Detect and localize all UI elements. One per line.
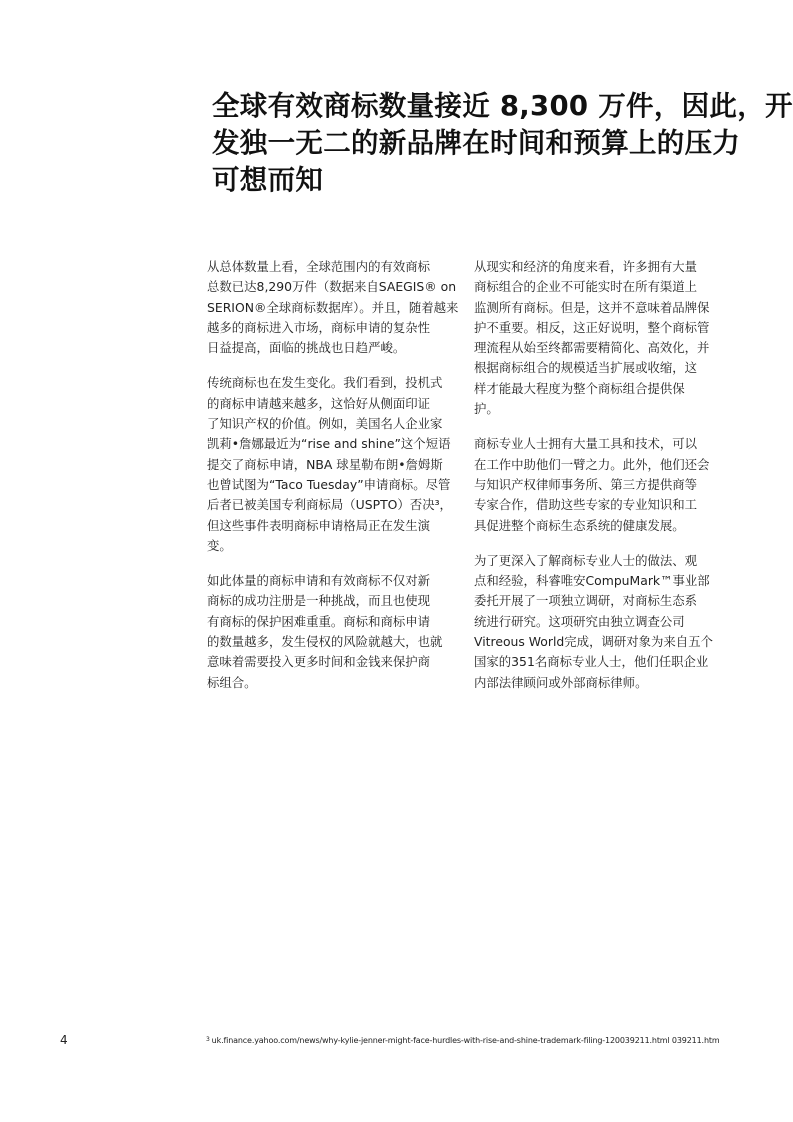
text-line: 传统商标也在发生变化。我们看到，投机式	[207, 375, 443, 391]
footnote	[206, 1036, 720, 1045]
text-line: 日益提高，面临的挑战也日趋严峻。	[207, 340, 406, 356]
page-number: 4	[60, 1033, 68, 1047]
heading-line: 发独一无二的新品牌在时间和预算上的压力	[212, 127, 741, 159]
text-line: 从现实和经济的角度来看，许多拥有大量	[474, 259, 698, 274]
text-line: 越多的商标进入市场，商标申请的复杂性	[207, 319, 431, 335]
paragraph	[474, 257, 736, 419]
text-line: 委托开展了一项独立调研，对商标生态系	[474, 593, 698, 609]
text-line: 意味着需要投入更多时间和金钱来保护商	[207, 654, 431, 670]
paragraph	[207, 373, 469, 556]
footnote-marker: 3	[206, 1036, 210, 1043]
text-line: 根据商标组合的规模适当扩展或收缩，这	[474, 360, 698, 376]
text-line: 样才能最大程度为整个商标组合提供保	[474, 380, 685, 396]
text-line: Vitreous World完成，调研对象为来自五个	[474, 634, 713, 650]
text-line: 的数量越多，发生侵权的风险就越大，也就	[207, 634, 443, 650]
paragraph	[474, 434, 736, 535]
paragraph	[207, 257, 469, 358]
text-line: 与知识产权律师事务所、第三方提供商等	[474, 476, 698, 492]
text-line: SERION®全球商标数据库）。并且，随着越来	[207, 299, 459, 315]
text-line: 总数已达8,290万件（数据来自SAEGIS® on	[207, 279, 457, 295]
text-line: 变。	[207, 537, 232, 553]
text-line: 内部法律顾问或外部商标律师。	[474, 674, 648, 690]
page-heading	[212, 88, 793, 199]
text-line: 如此体量的商标申请和有效商标不仅对新	[207, 573, 431, 589]
text-line: 的商标申请越来越多，这恰好从侧面印证	[207, 395, 431, 411]
paragraph	[474, 551, 736, 693]
text-line: 为了更深入了解商标专业人士的做法、观	[474, 552, 698, 568]
text-line: 在工作中助他们一臂之力。此外，他们还会	[474, 456, 710, 472]
text-line: 从总体数量上看，全球范围内的有效商标	[207, 259, 431, 274]
heading-line: 可想而知	[212, 164, 324, 196]
paragraph	[207, 571, 469, 693]
text-line: 有商标的保护困难重重。商标和商标申请	[207, 613, 431, 629]
heading-line: 全球有效商标数量接近 8,300 万件，因此，开	[212, 90, 793, 122]
text-line: 护不重要。相反，这正好说明，整个商标管	[474, 319, 710, 335]
text-line: 后者已被美国专利商标局（USPTO）否决³，	[207, 497, 452, 513]
text-line: 商标专业人士拥有大量工具和技术，可以	[474, 436, 698, 452]
text-line: 具促进整个商标生态系统的健康发展。	[474, 517, 685, 533]
text-line: 理流程从始至终都需要精简化、高效化，并	[474, 340, 710, 356]
text-line: 了知识产权的价值。例如，美国名人企业家	[207, 416, 443, 432]
text-line: 凯莉•詹娜最近为“rise and shine”这个短语	[207, 436, 451, 452]
text-line: 商标组合的企业不可能实时在所有渠道上	[474, 279, 698, 295]
text-line: 监测所有商标。但是，这并不意味着品牌保	[474, 299, 710, 315]
text-line: 点和经验，科睿唯安CompuMark™事业部	[474, 573, 710, 589]
text-line: 标组合。	[207, 674, 257, 690]
text-line: 国家的351名商标专业人士，他们任职企业	[474, 654, 709, 670]
text-line: 护。	[474, 401, 499, 417]
text-line: 提交了商标申请，NBA 球星勒布朗•詹姆斯	[207, 456, 443, 472]
text-line: 统进行研究。这项研究由独立调查公司	[474, 613, 685, 629]
text-line: 但这些事件表明商标申请格局正在发生演	[207, 517, 431, 533]
text-line: 也曾试图为“Taco Tuesday”申请商标。尽管	[207, 476, 451, 492]
footnote-link[interactable]: uk.finance.yahoo.com/news/why-kylie-jenner-might-face-hurdles-with-rise-and-shine-trademark-filing-120039211.html 039211.htm	[211, 1036, 720, 1045]
left-column	[207, 257, 469, 693]
text-line: 专家合作，借助这些专家的专业知识和工	[474, 497, 698, 513]
text-line: 商标的成功注册是一种挑战，而且也使现	[207, 593, 431, 609]
right-column	[474, 257, 736, 693]
